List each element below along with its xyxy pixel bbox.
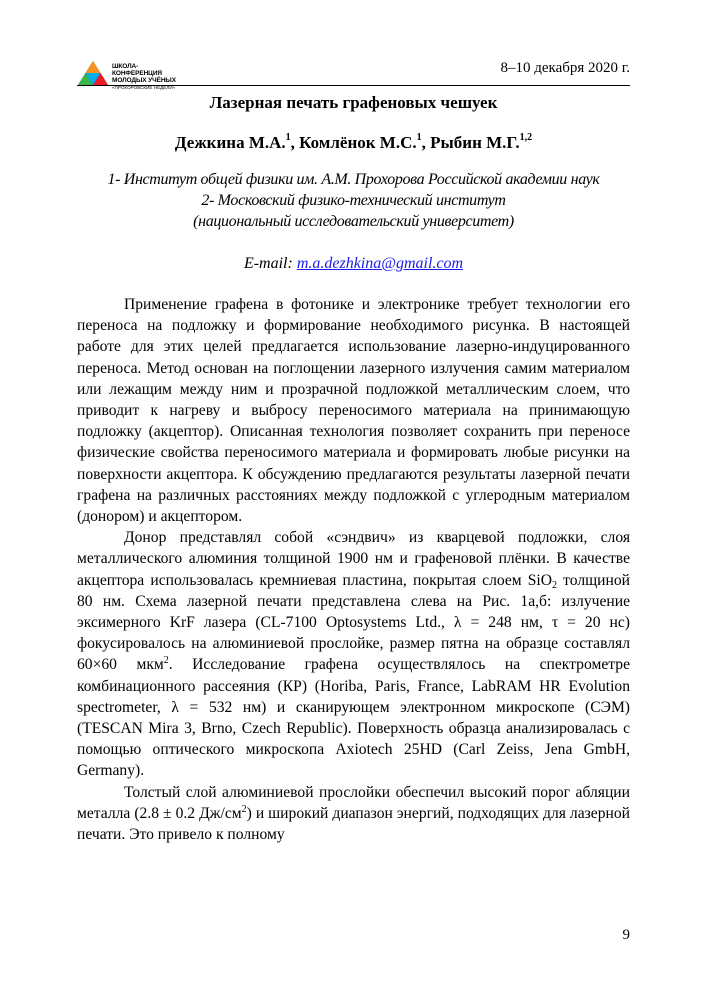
contact-email: [77, 255, 630, 273]
paper-title: Лазерная печать графеновых чешуек: [209, 93, 498, 112]
email-label: E-mail:: [243, 255, 293, 272]
paragraph-3-text: Толстый слой алюминиевой прослойки обеспечил высокий порог абляции металла (2.8 ± 0.2 Дж/см: [77, 783, 630, 822]
author-affiliation-mark: 1,2: [519, 132, 533, 144]
affiliation-1: 1- Институт общей физики им. А.М. Прохорова Российской академии наук: [107, 171, 600, 188]
author-affiliation-mark: 1: [416, 132, 422, 144]
email-link[interactable]: m.a.dezhkina@gmail.com: [296, 255, 464, 272]
logo-text-line3: «ПРОХОРОВСКИЕ НЕДЕЛИ»: [112, 85, 176, 90]
abstract-body: [77, 294, 630, 845]
superscript: 2: [241, 803, 247, 815]
author-name: Дежкина М.А.: [174, 133, 286, 152]
page-header: [77, 56, 630, 90]
paragraph-2-text: толщиной 80 нм. Схема лазерной печати представлена слева на Рис. 1а,б: излучение эксимерного KrF лазера (CL-7100 Optosystems Ltd., λ = 248 нм, τ = 20 нс) фокусировалось на алюминиевой прослойке, размер пятна на образце составлял 60×60 мкм: [77, 571, 630, 674]
affiliation-2: 2- Московский физико-технический институт: [201, 192, 506, 209]
author-name: Рыбин М.Г.: [430, 133, 520, 152]
author-affiliation-mark: 1: [285, 132, 291, 144]
affiliation-2-continued: (национальный исследовательский университет): [193, 213, 514, 230]
header-divider: [77, 85, 630, 86]
logo-text-line1: ШКОЛА-КОНФЕРЕНЦИЯ: [112, 63, 162, 77]
paragraph-2: [77, 527, 630, 781]
logo-text-line2: МОЛОДЫХ УЧЁНЫХ: [112, 77, 176, 84]
conference-date: 8–10 декабря 2020 г.: [500, 60, 630, 76]
paragraph-1: Применение графена в фотонике и электронике требует технологии его переноса на подложку и формирование необходимого рисунка. В настоящей работе для этих целей предлагается использование лазерно-индуцированного переноса. Метод основан на поглощении лазерного излучения самим материалом или лежащим между ним и прозрачной подложкой металлическим слоем, что приводит к нагреву и выбросу переносимого материала на принимающую подложку (акцептор). Описанная технология позволяет сохранить при переносе физические свойства переносимого материала и формировать любые рисунки на поверхности акцептора. К обсуждению предлагаются результаты лазерной печати графена на различных расстояниях между подложкой с углеродным материалом (донором) и акцептором.: [77, 296, 630, 526]
paragraph-3-text: ) и широкий диапазон энергий, подходящих для лазерной печати. Это привело к полному: [77, 804, 631, 844]
author-list: Дежкина М.А.$^1$, Комлёнок М.С.$^1$, Рыбин М.Г.$^{1,2}$: [174, 132, 533, 152]
paragraph-3: [77, 782, 630, 846]
logo-triangle-icon: [77, 60, 109, 86]
paragraph-2-text: . Исследование графена осуществлялось на спектрометре комбинационного рассеяния (КР) (Horiba, Paris, France, LabRAM HR Evolution spectrometer, λ = 532 нм) и сканирующем электронном микроскопе (СЭМ) (TESCAN Mira 3, Brno, Czech Republic). Поверхность образца анализировалась с помощью оптического микроскопа Axiotech 25HD (Carl Zeiss, Jena GmbH, Germany).: [77, 656, 630, 780]
subscript: 2: [552, 579, 558, 591]
page-number: 9: [622, 927, 630, 943]
superscript: 2: [163, 655, 169, 667]
author-name: Комлёнок М.С.: [299, 133, 417, 152]
paragraph-2-text: Донор представлял собой «сэндвич» из кварцевой подложки, слоя металлического алюминия толщиной 1900 нм и графеновой плёнки. В качестве акцептора использовалась кремниевая пластина, покрытая слоем SiO: [77, 529, 630, 589]
